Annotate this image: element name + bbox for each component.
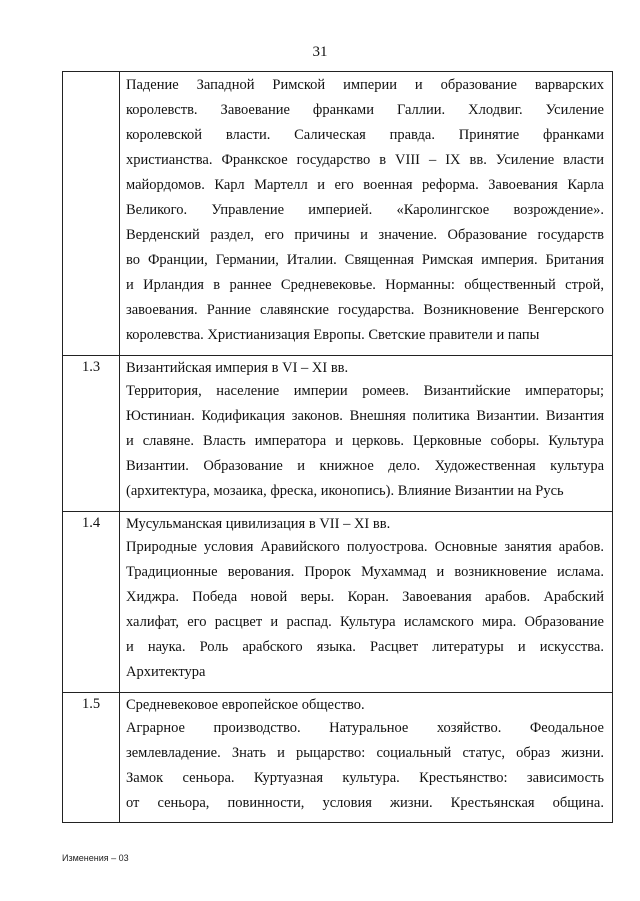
text-line: и славяне. Власть императора и церковь. Церковные соборы. Культура [126,433,604,449]
text-line: Природные условия Аравийского полуострова. Основные занятия арабов. [126,539,604,555]
row-number: 1.5 [81,696,101,712]
text-line: Великого. Управление империей. «Каролингское возрождение». [126,202,604,218]
row-title: Мусульманская цивилизация в VII – XI вв. [126,516,391,532]
row-divider [63,511,612,512]
text-line: халифат, его расцвет и распад. Культура исламского мира. Образование [126,614,604,630]
row-title: Византийская империя в VI – XI вв. [126,360,349,376]
row-content [126,694,604,816]
text-line: от сеньора, повинности, условия жизни. Крестьянская община. [126,795,604,811]
row-title: Средневековое европейское общество. [126,697,365,713]
row-content [126,513,604,685]
row-number: 1.3 [81,359,101,375]
text-line: землевладение. Знать и рыцарство: социальный статус, образ жизни. [126,745,604,761]
text-line: (архитектура, мозаика, фреска, иконопись). Влияние Византии на Русь [126,483,564,499]
text-line: и наука. Роль арабского языка. Расцвет литературы и искусства. [126,639,604,655]
row-divider [63,355,612,356]
text-line: Византии. Образование и книжное дело. Художественная культура [126,458,604,474]
row-content [126,73,604,348]
text-line: Юстиниан. Кодификация законов. Внешняя политика Византии. Византия [126,408,604,424]
text-line: и Ирландия в раннее Средневековье. Норманны: общественный строй, [126,277,604,293]
row-divider [63,692,612,693]
text-line: Архитектура [126,664,206,680]
row-number: 1.4 [81,515,101,531]
text-line: Падение Западной Римской империи и образование варварских [126,77,604,93]
column-divider [119,72,120,822]
text-line: королевств. Завоевание франками Галлии. Хлодвиг. Усиление [126,102,604,118]
text-line: во Франции, Германии, Италии. Священная Римская империя. Британия [126,252,604,268]
text-line: королевской власти. Салическая правда. Принятие франками [126,127,604,143]
text-line: королевства. Христианизация Европы. Светские правители и папы [126,327,540,343]
text-line: Замок сеньора. Куртуазная культура. Крестьянство: зависимость [126,770,604,786]
curriculum-table [62,71,613,823]
text-line: завоевания. Ранние славянские государства. Возникновение Венгерского [126,302,604,318]
text-line: Аграрное производство. Натуральное хозяйство. Феодальное [126,720,604,736]
text-line: Хиджра. Победа новой веры. Коран. Завоевания арабов. Арабский [126,589,604,605]
text-line: Традиционные верования. Пророк Мухаммад и возникновение ислама. [126,564,604,580]
text-line: Территория, население империи ромеев. Византийские императоры; [126,383,604,399]
footer-revision: Изменения – 03 [62,853,129,863]
row-content [126,357,604,504]
page-number: 31 [312,44,328,60]
text-line: Верденский раздел, его причины и значение. Образование государств [126,227,604,243]
text-line: майордомов. Карл Мартелл и его военная реформа. Завоевания Карла [126,177,604,193]
text-line: христианства. Франкское государство в VIII – IX вв. Усиление власти [126,152,604,168]
